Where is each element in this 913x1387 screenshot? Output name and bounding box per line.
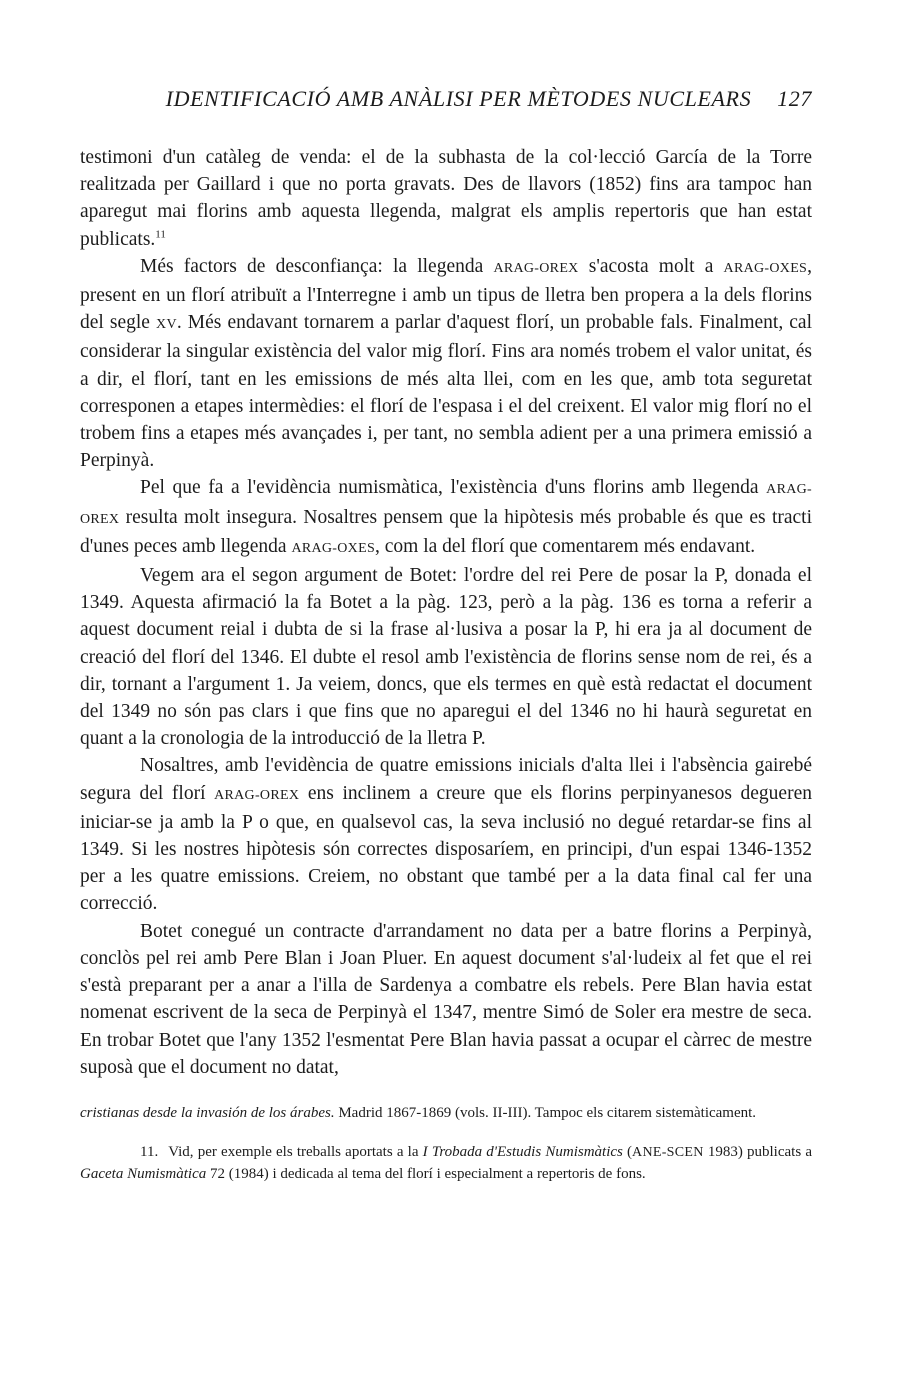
footnote-11-italic-a: I Trobada d'Estudis Numismàtics bbox=[422, 1144, 623, 1161]
footnote-11-text-a: Vid, per exemple els treballs aportats a la bbox=[168, 1144, 423, 1161]
paragraph-2-text-d: . Més endavant tornarem a parlar d'aquest florí, un probable fals. Finalment, cal considerar la singular existència del valor mig florí. Fins ara només trobem el valor unitat, és a dir, el florí, tant en les emissions de més alta llei, com en les que, amb tota seguretat corresponen a etapes intermèdies: el florí de l'espasa i el del creixent. El valor mig florí no el trobem fins a etapes més avançades i, per tant, no sembla adient per a una primera emissió a Perpinyà. bbox=[80, 312, 812, 472]
footnote-11 bbox=[80, 1142, 812, 1185]
footnote-11-number: 11. bbox=[140, 1144, 159, 1161]
footnote-11-text-b: ( bbox=[622, 1144, 633, 1161]
legend-arag-orex: ARAG-OREX bbox=[493, 260, 579, 276]
paragraph-1-text: testimoni d'un catàleg de venda: el de la subhasta de la col·lecció García de la Torre realitzada per Gaillard i que no porta gravats. Des de llavors (1852) fins ara tampoc han aparegut mai florins amb aquesta llegenda, malgrat els amplis repertoris que han estat publicats. bbox=[80, 147, 812, 250]
paragraph-4: Vegem ara el segon argument de Botet: l'ordre del rei Pere de posar la P, donada el 1349. Aquesta afirmació la fa Botet a la pàg. 123, però a la pàg. 136 es torna a referir a aquest document reial i dubta de si la frase al·lusiva a posar la P, hi era ja al document de creació del florí del 1346. El dubte el resol amb l'existència de florins sense nom de rei, és a dir, tornant a l'argument 1. Ja veiem, doncs, que els termes en què està redactat el document del 1349 no són pas clars i que fins que no aparegui el del 1346 no hi haurà seguretat en quant a la cronologia de la introducció de la lletra P. bbox=[80, 565, 812, 750]
paragraph-2 bbox=[80, 253, 812, 475]
footnote-continuation-italic: cristianas desde la invasión de los árabes. bbox=[80, 1104, 335, 1121]
paragraph-3-text-b: resulta molt insegura. Nosaltres pensem que la hipòtesis més probable és que es tracti d'unes peces amb llegenda bbox=[80, 506, 812, 557]
paragraph-1 bbox=[80, 144, 812, 253]
paragraph-3 bbox=[80, 474, 812, 562]
footnotes bbox=[80, 1103, 812, 1186]
paragraph-5-text-b: ens inclinem a creure que els florins perpinyanesos degueren iniciar-se ja amb la P o que, en qualsevol cas, la seva inclusió no degué retardar-se fins al 1349. Si les nostres hipòtesis són correctes disposaríem, en principi, d'un espai 1346-1352 per a les quatre emissions. Creiem, no obstant que també per a la data final cal fer una correcció. bbox=[80, 782, 812, 915]
legend-arag-oxes: ARAG-OXES bbox=[291, 540, 376, 556]
paragraph-6: Botet conegué un contracte d'arrandament no data per a batre florins a Perpinyà, conclòs pel rei amb Pere Blan i Joan Pluer. En aquest document s'al·ludeix al fet que el rei s'està preparant per a anar a l'illa de Sardenya a combatre els rebels. Pere Blan havia estat nomenat escrivent de la seca de Perpinyà el 1347, mentre Simó de Soler era mestre de seca. En trobar Botet que l'any 1352 l'esmentat Pere Blan havia passat a ocupar el càrrec de mestre suposà que el document no datat, bbox=[80, 920, 812, 1078]
footnote-11-italic-b: Gaceta Numismàtica bbox=[80, 1165, 207, 1182]
paragraph-2-text-c: , present en un florí atribuït a l'Interregne i amb un tipus de lletra ben propera a la dels florins del segle bbox=[80, 255, 813, 334]
page bbox=[80, 86, 812, 1185]
paragraph-2-text-a: Més factors de desconfiança: la llegenda bbox=[140, 255, 494, 277]
paragraph-5 bbox=[80, 752, 812, 917]
footnote-11-text-d: 72 (1984) i dedicada al tema del florí i especialment a repertoris de fons. bbox=[206, 1165, 646, 1182]
legend-arag-orex: ARAG-OREX bbox=[80, 482, 812, 527]
legend-arag-oxes: ARAG-OXES bbox=[723, 260, 808, 276]
footnote-continuation-text: Madrid 1867-1869 (vols. II-III). Tampoc els citarem sistemàticament. bbox=[334, 1104, 757, 1121]
running-head bbox=[80, 86, 812, 114]
page-number: 127 bbox=[777, 86, 812, 111]
paragraph-3-text-a: Pel que fa a l'evidència numismàtica, l'existència d'uns florins amb llegenda bbox=[140, 477, 767, 499]
paragraph-3-text-c: , com la del florí que comentarem més endavant. bbox=[375, 535, 756, 557]
running-head-title: IDENTIFICACIÓ AMB ANÀLISI PER MÈTODES NUCLEARS bbox=[165, 86, 752, 111]
footnote-ref-11: 11 bbox=[155, 228, 166, 241]
paragraph-5-text-a: Nosaltres, amb l'evidència de quatre emissions inicials d'alta llei i l'absència gairebé segura del florí bbox=[80, 755, 812, 804]
body-text bbox=[80, 144, 812, 1081]
footnote-continuation bbox=[80, 1103, 812, 1125]
legend-arag-orex: ARAG-OREX bbox=[214, 787, 300, 803]
footnote-11-abbrev: ANE-SCEN bbox=[632, 1145, 704, 1161]
century-numeral: XV bbox=[156, 317, 177, 333]
paragraph-2-text-b: s'acosta molt a bbox=[578, 255, 724, 277]
footnote-11-text-c: 1983) publicats a bbox=[703, 1144, 812, 1161]
